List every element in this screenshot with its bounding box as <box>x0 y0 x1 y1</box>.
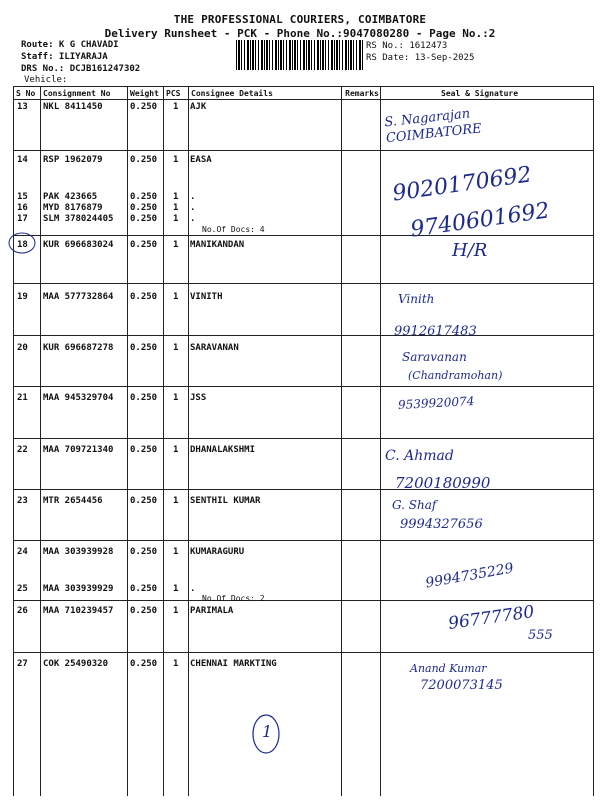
row-consignee: DHANALAKSHMI <box>190 445 256 455</box>
row-consignment: RSP 1962079 <box>43 155 103 165</box>
row-pcs: 1 <box>173 393 179 403</box>
signature-r23b: 9994327656 <box>400 517 483 532</box>
row-consignee: AJK <box>190 102 207 112</box>
row-weight: 0.250 <box>130 343 158 353</box>
row-consignment: MAA 709721340 <box>43 445 114 455</box>
row-pcs: 1 <box>173 203 179 213</box>
row-weight: 0.250 <box>130 606 158 616</box>
staff-label: Staff: ILIYARAJA <box>21 52 108 62</box>
row-consignee: . <box>190 203 196 213</box>
vehicle-label: Vehicle: <box>24 75 68 85</box>
row-consignee: SENTHIL KUMAR <box>190 496 261 506</box>
row-weight: 0.250 <box>130 214 158 224</box>
row-weight: 0.250 <box>130 393 158 403</box>
col-signature: Seal & Signature <box>381 87 594 100</box>
signature-r19a: Vinith <box>398 292 435 306</box>
row-pcs: 1 <box>173 496 179 506</box>
col-sno: S No <box>14 87 41 100</box>
row-pcs: 1 <box>173 343 179 353</box>
runsheet-table <box>13 86 594 796</box>
row-sno: 25 <box>17 584 28 594</box>
circle-mark-icon <box>7 231 37 255</box>
row-consignee: . <box>190 214 196 224</box>
row-consignee: KUMARAGURU <box>190 547 245 557</box>
signature-r24: 9994735229 <box>424 560 515 592</box>
row-weight: 0.250 <box>130 155 158 165</box>
col-pcs: PCS <box>164 87 189 100</box>
row-consignee: VINITH <box>190 292 223 302</box>
row-sno: 14 <box>17 155 28 165</box>
row-consignment: PAK 423665 <box>43 192 98 202</box>
row-consignee: . <box>190 192 196 202</box>
docs-count: No.Of Docs: 4 <box>202 225 265 234</box>
signature-r27b: 7200073145 <box>420 678 503 693</box>
runsheet-subtitle: Delivery Runsheet - PCK - Phone No.:9047080280 - Page No.:2 <box>104 27 496 40</box>
row-consignment: NKL 8411450 <box>43 102 103 112</box>
row-sno: 16 <box>17 203 28 213</box>
col-weight: Weight <box>128 87 164 100</box>
row-weight: 0.250 <box>130 203 158 213</box>
row-pcs: 1 <box>173 547 179 557</box>
signature-r19b: 9912617483 <box>394 324 477 339</box>
row-weight: 0.250 <box>130 547 158 557</box>
signature-r14: 9020170692 <box>390 162 534 207</box>
row-sno: 20 <box>17 343 28 353</box>
row-consignment: KUR 696683024 <box>43 240 114 250</box>
rs-date: RS Date: 13-Sep-2025 <box>366 53 475 63</box>
row-consignment: KUR 696687278 <box>43 343 114 353</box>
col-consignee: Consignee Details <box>189 87 342 100</box>
company-title: THE PROFESSIONAL COURIERS, COIMBATORE <box>173 13 427 26</box>
signature-r22a: C. Ahmad <box>385 448 454 464</box>
signature-r26b: 555 <box>528 628 553 643</box>
row-sno: 15 <box>17 192 28 202</box>
row-consignment: COK 25490320 <box>43 659 109 669</box>
row-consignee: . <box>190 584 196 594</box>
row-pcs: 1 <box>173 445 179 455</box>
row-weight: 0.250 <box>130 659 158 669</box>
row-sno: 27 <box>17 659 28 669</box>
row-sno: 19 <box>17 292 28 302</box>
row-pcs: 1 <box>173 240 179 250</box>
row-pcs: 1 <box>173 192 179 202</box>
row-sno: 21 <box>17 393 28 403</box>
row-pcs: 1 <box>173 606 179 616</box>
row-sno: 23 <box>17 496 28 506</box>
table-row <box>17 102 28 112</box>
signature-r21: 9539920074 <box>397 394 475 412</box>
signature-r20a: Saravanan <box>402 350 467 364</box>
row-consignee: CHENNAI MARKTING <box>190 659 277 669</box>
row-weight: 0.250 <box>130 192 158 202</box>
col-consignment: Consignment No <box>41 87 128 100</box>
row-pcs: 1 <box>173 214 179 224</box>
row-consignment: MAA 710239457 <box>43 606 114 616</box>
row-consignee: EASA <box>190 155 212 165</box>
rs-number: RS No.: 1612473 <box>366 41 448 51</box>
docs-count: No.Of Docs: 2 <box>202 594 265 603</box>
drs-number: DRS No.: DCJB161247302 <box>21 64 141 74</box>
signature-r13: S. Nagarajan COIMBATORE <box>383 106 483 147</box>
row-consignment: MTR 2654456 <box>43 496 103 506</box>
signature-r26a: 96777780 <box>447 602 536 634</box>
row-pcs: 1 <box>173 292 179 302</box>
row-sno: 24 <box>17 547 28 557</box>
route-label: Route: K G CHAVADI <box>21 40 119 50</box>
row-sno: 17 <box>17 214 28 224</box>
row-weight: 0.250 <box>130 445 158 455</box>
row-sno: 22 <box>17 445 28 455</box>
signature-r20b: (Chandramohan) <box>408 369 503 382</box>
page-mark: 1 <box>262 722 273 741</box>
row-pcs: 1 <box>173 155 179 165</box>
row-consignee: PARIMALA <box>190 606 234 616</box>
signature-r18: H/R <box>452 240 488 261</box>
row-weight: 0.250 <box>130 496 158 506</box>
barcode <box>236 40 364 70</box>
row-sno: 13 <box>17 102 28 112</box>
row-consignment: MAA 945329704 <box>43 393 114 403</box>
signature-r14b: 9740601692 <box>408 198 552 243</box>
row-consignee: SARAVANAN <box>190 343 239 353</box>
row-pcs: 1 <box>173 584 179 594</box>
row-sno: 18 <box>17 240 28 250</box>
row-consignment: MAA 303939928 <box>43 547 114 557</box>
row-consignee: JSS <box>190 393 207 403</box>
row-weight: 0.250 <box>130 292 158 302</box>
col-remarks: Remarks <box>342 87 381 100</box>
row-pcs: 1 <box>173 102 179 112</box>
row-consignment: MYD 8176879 <box>43 203 103 213</box>
row-pcs: 1 <box>173 659 179 669</box>
row-consignment: MAA 303939929 <box>43 584 114 594</box>
row-weight: 0.250 <box>130 240 158 250</box>
row-weight: 0.250 <box>130 102 158 112</box>
row-sno: 26 <box>17 606 28 616</box>
row-weight: 0.250 <box>130 584 158 594</box>
row-consignment: MAA 577732864 <box>43 292 114 302</box>
signature-r22b: 7200180990 <box>395 474 491 492</box>
row-consignee: MANIKANDAN <box>190 240 245 250</box>
signature-r23a: G. Shaf <box>392 498 437 512</box>
signature-r27a: Anand Kumar <box>410 662 487 675</box>
row-consignment: SLM 378024405 <box>43 214 114 224</box>
